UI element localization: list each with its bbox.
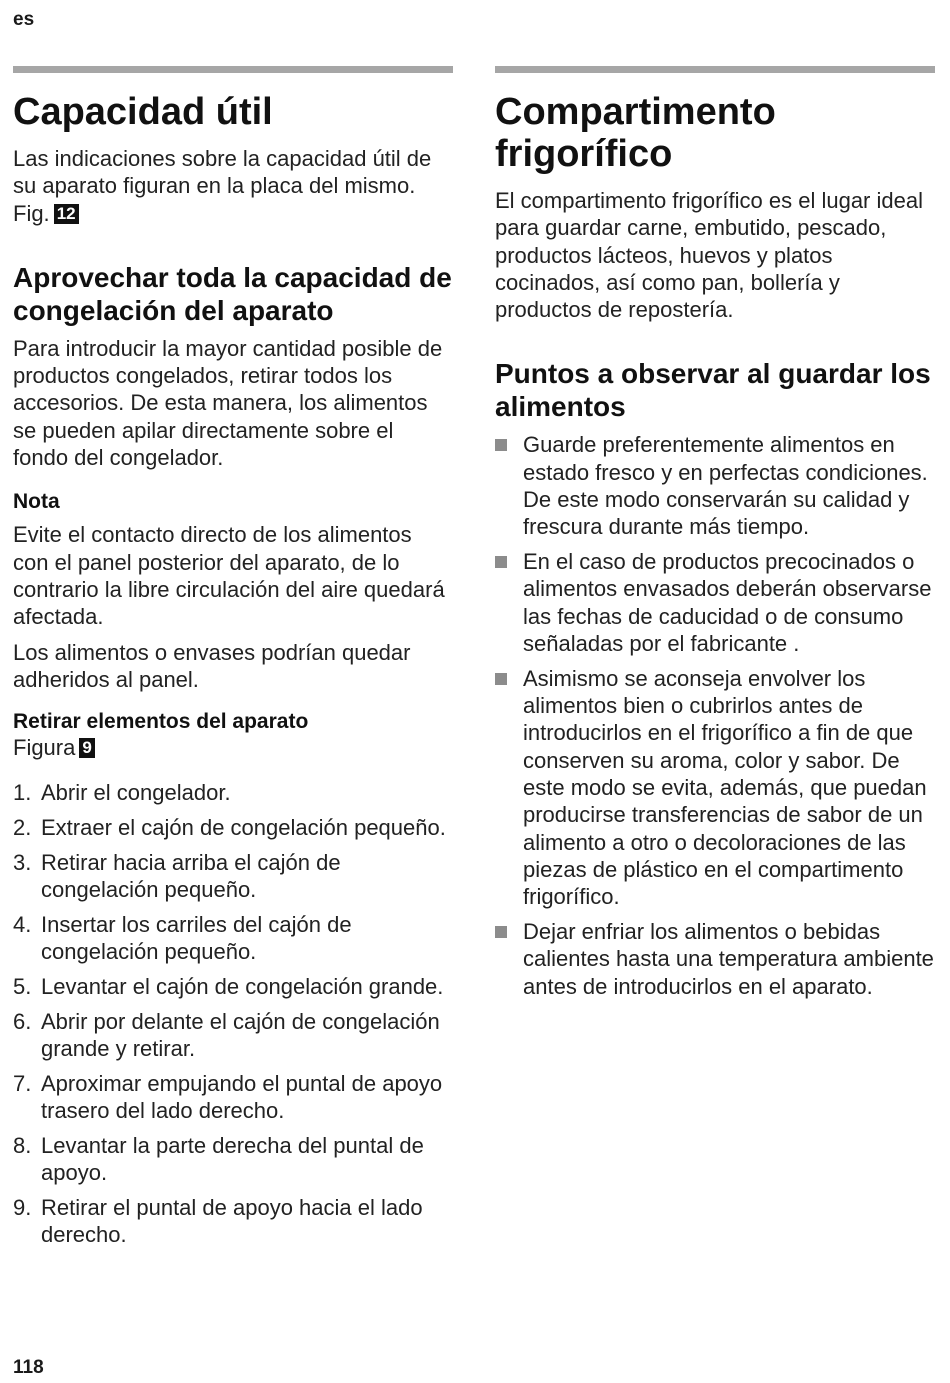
step-item (13, 973, 453, 1000)
square-bullet-icon (495, 556, 507, 568)
note-text-2: Los alimentos o envases podrían quedar adheridos al panel. (13, 639, 411, 692)
tip-item (495, 548, 935, 657)
step-number: 4. (13, 911, 32, 937)
page-number: 118 (13, 1357, 44, 1378)
step-number: 3. (13, 849, 32, 875)
note-text-1: Evite el contacto directo de los alimentos con el panel posterior del aparato, de lo contrario la libre circulación del aire quedará afectada. (13, 522, 445, 630)
step-number: 7. (13, 1070, 32, 1096)
tip-text: En el caso de productos precocinados o alimentos envasados deberán observarse las fechas de caducidad o de consumo señaladas por el fabricante . (523, 549, 932, 657)
right-column (495, 66, 935, 1007)
tip-item (495, 431, 935, 540)
step-item (13, 779, 453, 806)
section-title-capacity: Capacidad útil (13, 91, 273, 133)
section-rule (13, 66, 453, 73)
tip-text: Asimismo se aconseja envolver los alimentos bien o cubrirlos antes de introducirlos en el frigorífico a fin de que conserven su aroma, color y sabor. De este modo se evita, además, que puedan producirse transferencias de sabor de un alimento a otro o decoloraciones de las piezas de plástico en el compartimento frigorífico. (523, 665, 927, 910)
fridge-intro: El compartimento frigorífico es el lugar ideal para guardar carne, embutido, pescado, productos lácteos, huevos y platos cocinados, así como pan, bollería y productos de repostería. (495, 188, 923, 323)
step-text: Retirar hacia arriba el cajón de congelación pequeño. (41, 849, 341, 903)
section-title-fridge: Compartimento frigorífico (495, 91, 776, 175)
language-code: es (13, 9, 35, 30)
step-number: 5. (13, 973, 32, 999)
step-item (13, 1008, 453, 1063)
figure-ref-badge: 12 (54, 204, 79, 224)
step-number: 8. (13, 1132, 32, 1158)
subsection-title-full-capacity: Aprovechar toda la capacidad de congelación del aparato (13, 261, 452, 326)
step-text: Abrir el congelador. (41, 780, 231, 806)
section-rule (495, 66, 935, 73)
tip-text: Guarde preferentemente alimentos en estado fresco y en perfectas condiciones. De este modo conservarán su calidad y frescura durante más tiempo. (523, 432, 928, 540)
remove-elements-title: Retirar elementos del aparato (13, 710, 309, 734)
step-text: Retirar el puntal de apoyo hacia el lado derecho. (41, 1195, 423, 1248)
storage-tips-list (495, 431, 935, 999)
remove-elements-figure-ref: Figura 9 (13, 735, 453, 761)
note-label: Nota (13, 490, 60, 514)
tip-item (495, 918, 935, 1000)
step-number: 6. (13, 1008, 32, 1034)
step-number: 9. (13, 1195, 32, 1221)
capacity-intro: Las indicaciones sobre la capacidad útil de su aparato figuran en la placa del mismo. Fig. 12 (13, 146, 432, 226)
square-bullet-icon (495, 926, 507, 938)
step-text: Insertar los carriles del cajón de congelación pequeño. (41, 911, 352, 965)
step-text: Extraer el cajón de congelación pequeño. (41, 814, 446, 840)
removal-steps-list (13, 779, 453, 1248)
step-text: Abrir por delante el cajón de congelación grande y retirar. (41, 1008, 440, 1062)
step-item (13, 814, 453, 841)
figure-ref-badge: 9 (79, 738, 94, 758)
step-number: 2. (13, 814, 32, 840)
step-text: Levantar la parte derecha del puntal de apoyo. (41, 1132, 424, 1186)
left-column (13, 66, 453, 1256)
subsection-title-storage-tips: Puntos a observar al guardar los alimentos (495, 358, 931, 423)
tip-text: Dejar enfriar los alimentos o bebidas calientes hasta una temperatura ambiente antes de introducirlos en el aparato. (523, 919, 934, 999)
step-number: 1. (13, 780, 32, 806)
step-text: Levantar el cajón de congelación grande. (41, 973, 444, 999)
square-bullet-icon (495, 439, 507, 451)
square-bullet-icon (495, 673, 507, 685)
step-item (13, 1070, 453, 1125)
tip-item (495, 665, 935, 911)
step-item (13, 849, 453, 904)
step-text: Aproximar empujando el puntal de apoyo trasero del lado derecho. (41, 1070, 443, 1124)
step-item (13, 1194, 453, 1249)
step-item (13, 911, 453, 966)
full-capacity-text: Para introducir la mayor cantidad posible de productos congelados, retirar todos los accesorios. De esta manera, los alimentos se pueden apilar directamente sobre el fondo del congelador. (13, 335, 443, 471)
step-item (13, 1132, 453, 1187)
